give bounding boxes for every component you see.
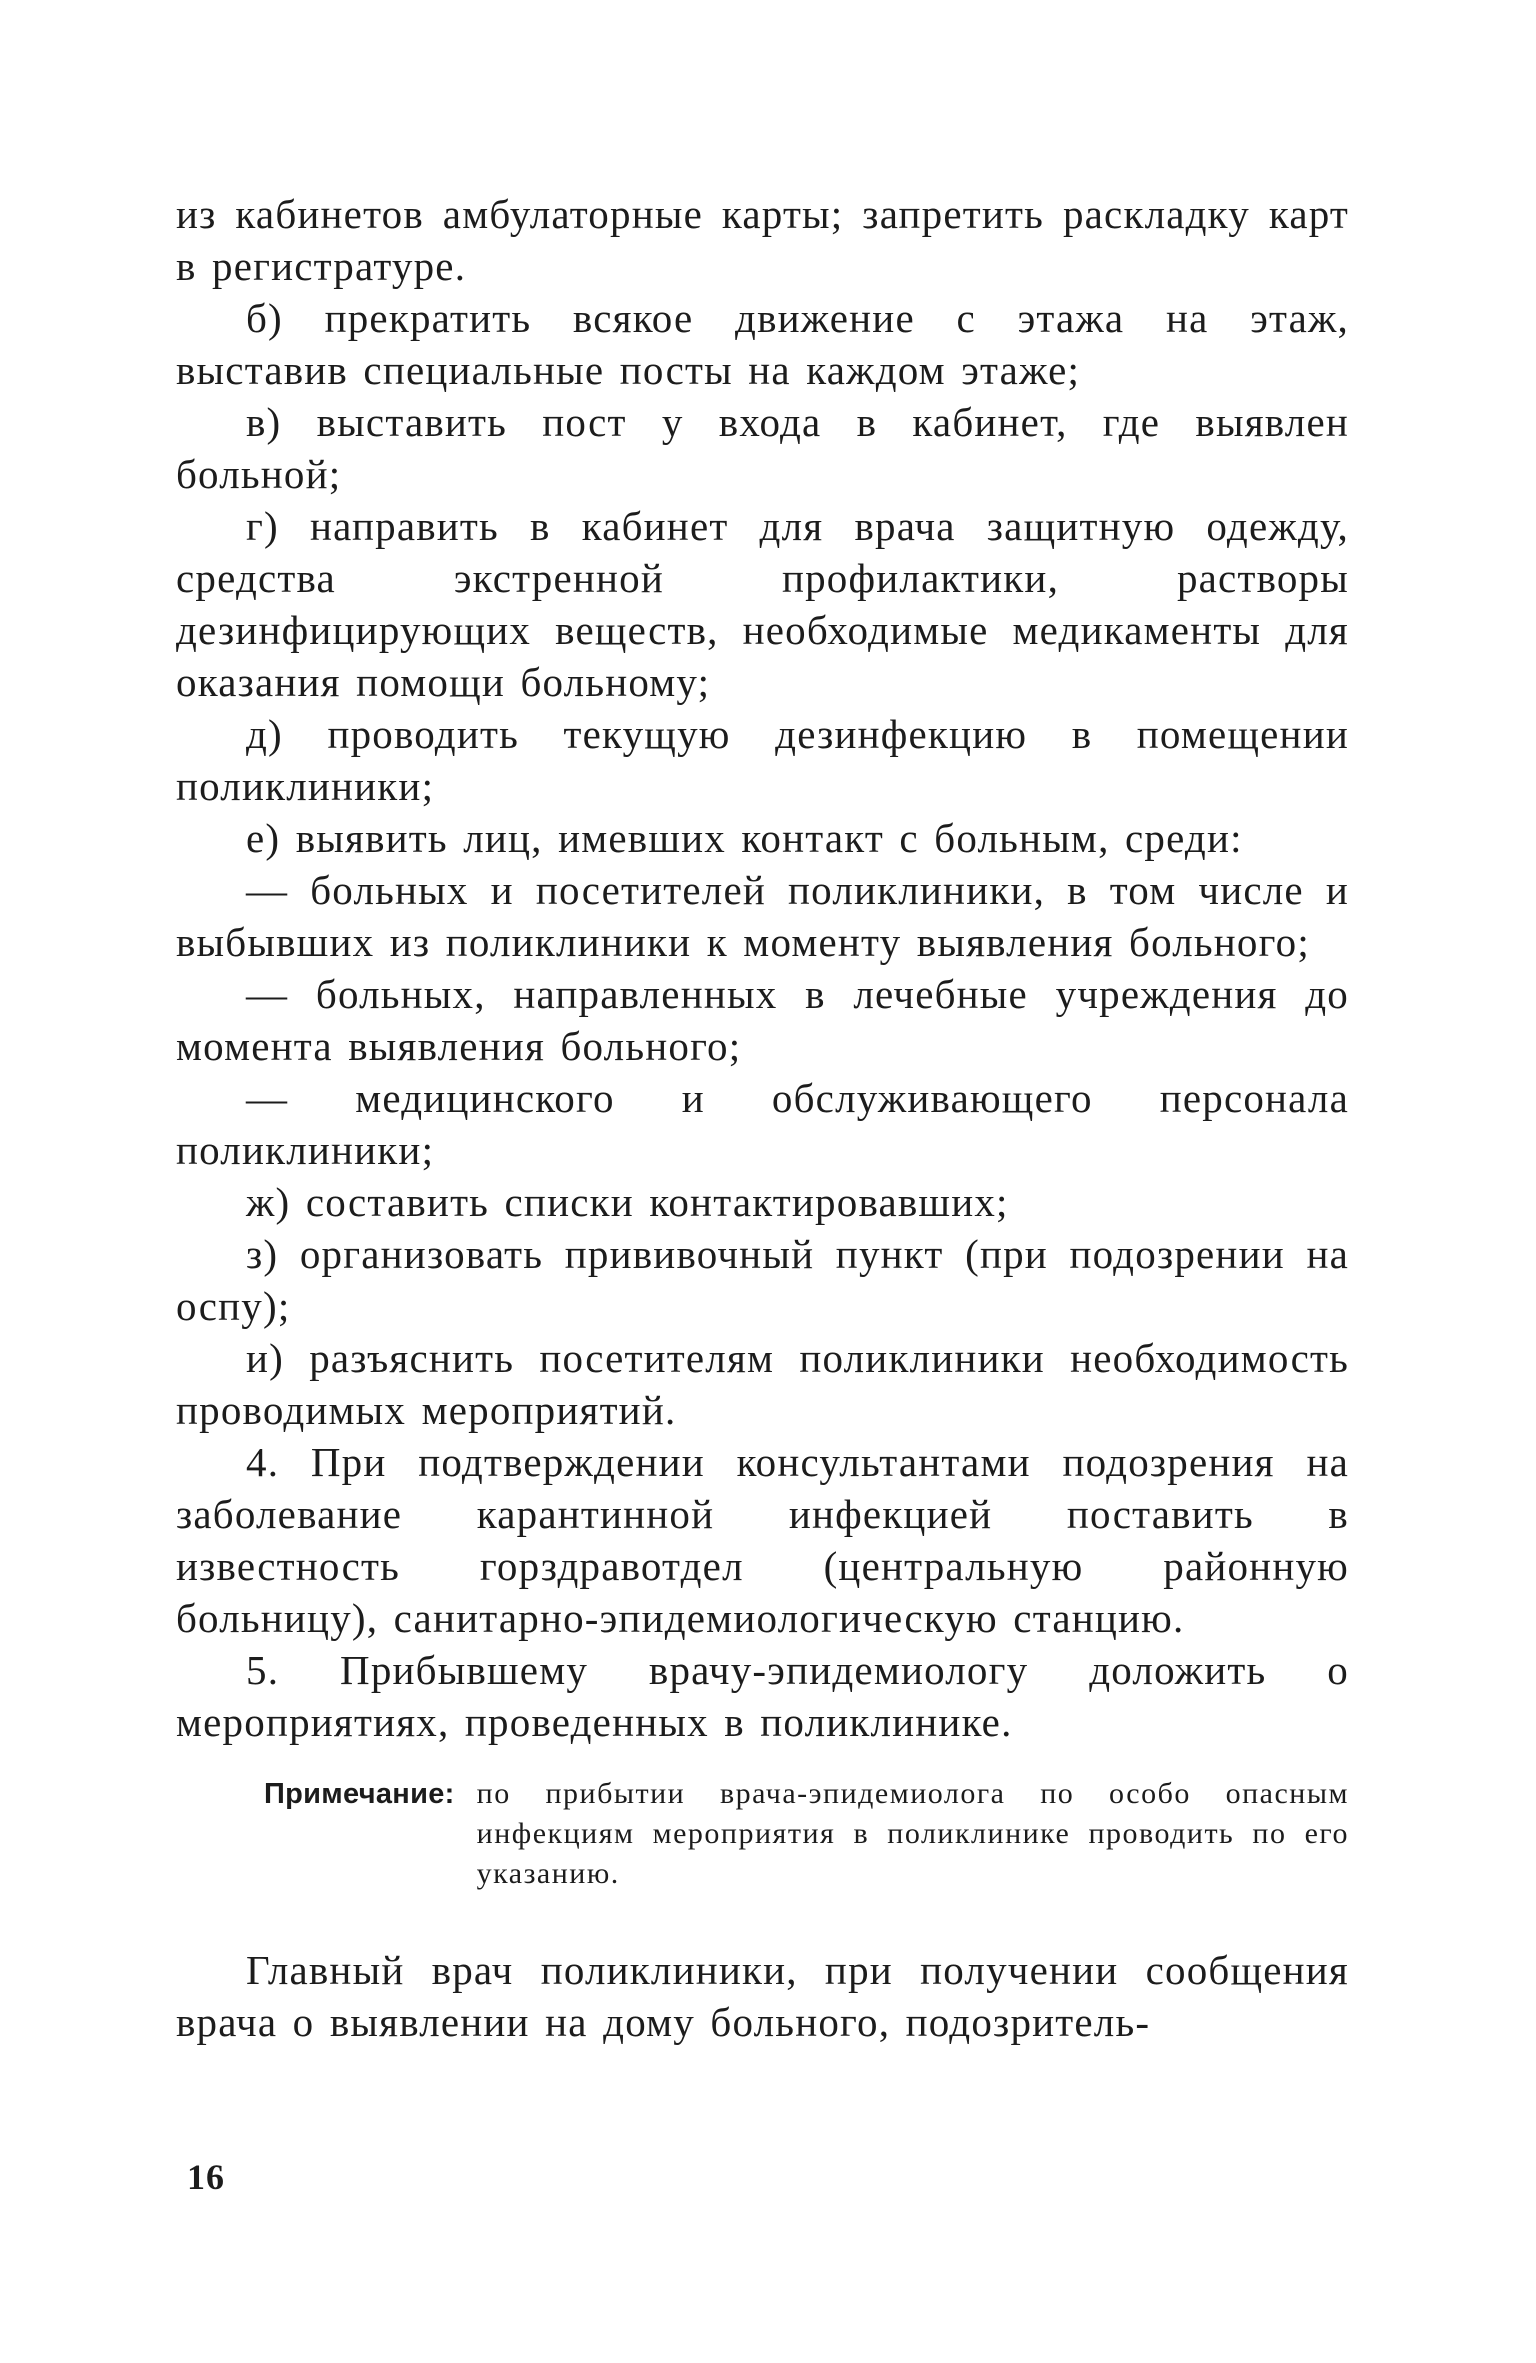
item-v: в) выставить пост у входа в кабинет, где выявлен больной;	[176, 399, 1349, 497]
note-text: по прибытии врача-эпидемиолога по особо опасным инфекциям мероприятия в поликлинике проводить по его указанию.	[476, 1777, 1349, 1890]
point-5: 5. Прибывшему врачу-эпидемиологу доложить о мероприятиях, проведенных в поликлинике.	[176, 1647, 1349, 1745]
note-label: Примечание:	[264, 1778, 455, 1810]
item-zh: ж) составить списки контактировавших;	[246, 1179, 1009, 1225]
item-z: з) организовать прививочный пункт (при подозрении на оспу);	[176, 1231, 1349, 1329]
item-i: и) разъяснить посетителям поликлиники необходимость проводимых мероприятий.	[176, 1335, 1349, 1433]
paragraph-continuation: из кабинетов амбулаторные карты; запретить раскладку карт в регистратуре.	[176, 191, 1349, 289]
item-e-sub-2: — больных, направленных в лечебные учреждения до момента выявления больного;	[176, 971, 1349, 1069]
page-number: 16	[187, 2157, 225, 2197]
note-block	[264, 1774, 1349, 1894]
chief-doctor-paragraph: Главный врач поликлиники, при получении сообщения врача о выявлении на дому больного, подозритель-	[176, 1947, 1349, 2045]
point-4: 4. При подтверждении консультантами подозрения на заболевание карантинной инфекцией поставить в известность горздравотдел (центральную районную больницу), санитарно-эпидемиологическую станцию.	[176, 1439, 1349, 1641]
item-g: г) направить в кабинет для врача защитную одежду, средства экстренной профилактики, растворы дезинфицирующих веществ, необходимые медикаменты для оказания помощи больному;	[176, 503, 1349, 705]
item-d: д) проводить текущую дезинфекцию в помещении поликлиники;	[176, 711, 1349, 809]
item-e-sub-3: — медицинского и обслуживающего персонала поликлиники;	[176, 1075, 1349, 1173]
item-e-sub-1: — больных и посетителей поликлиники, в том числе и выбывших из поликлиники к моменту выявления больного;	[176, 867, 1349, 965]
document-page	[176, 188, 1349, 2048]
item-e: е) выявить лиц, имевших контакт с больным, среди:	[246, 815, 1243, 861]
item-b: б) прекратить всякое движение с этажа на этаж, выставив специальные посты на каждом этаже;	[176, 295, 1349, 393]
